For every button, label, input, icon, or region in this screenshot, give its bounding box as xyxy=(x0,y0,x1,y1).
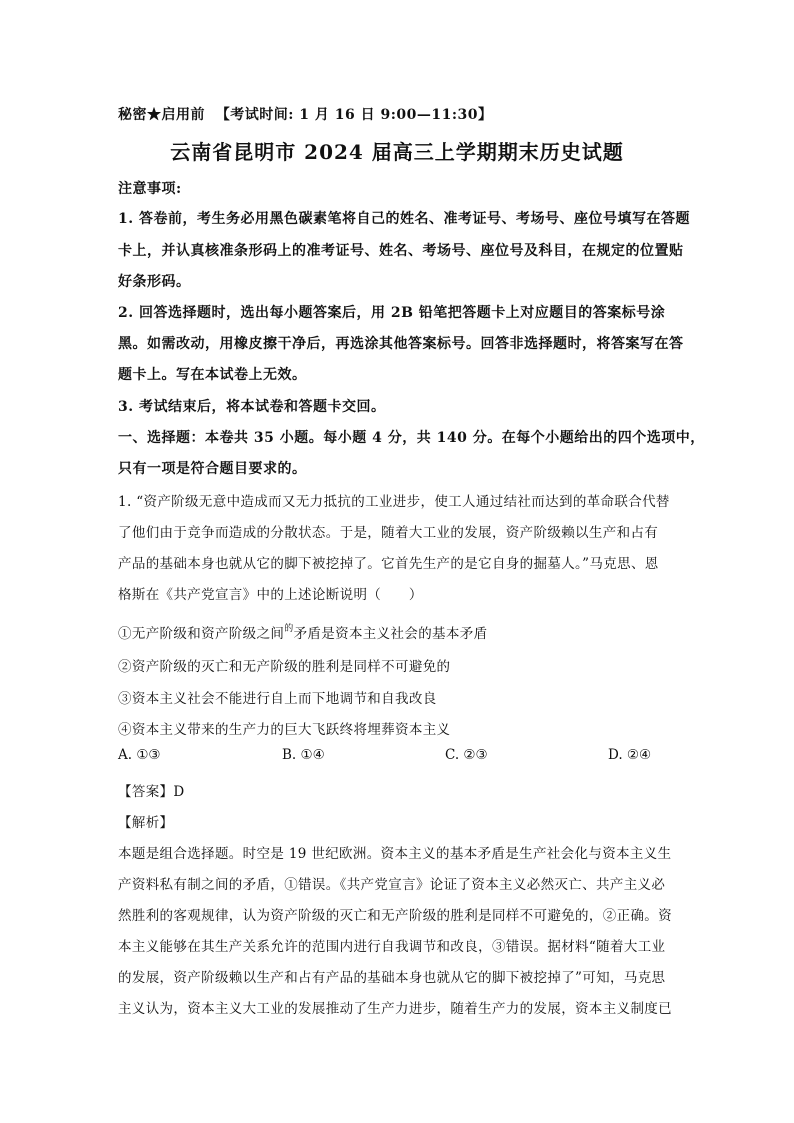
analysis-line: 产资料私有制之间的矛盾，①错误。《共产党宣言》论证了资本主义必然灭亡、共产主义必 xyxy=(118,877,666,893)
exam-time: 【考试时间: 1 月 16 日 9:00—11:30】 xyxy=(215,107,493,123)
confidential-label: 秘密★启用前 xyxy=(118,107,205,123)
option-a: A. ①③ xyxy=(118,747,161,763)
answer-options xyxy=(118,747,678,769)
statement-3: ③资本主义社会不能进行自上而下地调节和自我改良 xyxy=(118,691,437,707)
section-instruction: 只有一项是符合题目要求的。 xyxy=(118,461,307,477)
question-stem: 格斯在《共产党宣言》中的上述论断说明（ ） xyxy=(118,587,423,603)
question-stem: 了他们由于竞争而造成的分散状态。于是，随着大工业的发展，资产阶级赖以生产和占有 xyxy=(118,525,659,541)
statement-2: ②资产阶级的灭亡和无产阶级的胜利是同样不可避免的 xyxy=(118,659,451,675)
notice-line: 题卡上。写在本试卷上无效。 xyxy=(118,367,307,383)
notice-line: 黑。如需改动，用橡皮擦干净后，再选涂其他答案标号。回答非选择题时，将答案写在答 xyxy=(118,336,684,352)
option-d: D. ②④ xyxy=(608,747,652,763)
option-c: C. ②③ xyxy=(445,747,488,763)
section-instruction: 一、选择题：本卷共 35 小题。每小题 4 分，共 140 分。在每个小题给出的四个选项中， xyxy=(118,430,705,446)
analysis-line: 本主义能够在其生产关系允许的范围内进行自我调节和改良，③错误。据材料“随着大工业 xyxy=(118,939,666,955)
notice-heading: 注意事项: xyxy=(118,181,182,197)
analysis-line: 主义认为，资本主义大工业的发展推动了生产力进步，随着生产力的发展，资本主义制度已 xyxy=(118,1001,672,1017)
answer-label: 【答案】D xyxy=(118,784,185,800)
analysis-line: 本题是组合选择题。时空是 19 世纪欧洲。资本主义的基本矛盾是生产社会化与资本主义生 xyxy=(118,846,672,862)
analysis-line: 的发展，资产阶级赖以生产和占有产品的基础本身也就从它的脚下被挖掉了”可知，马克思 xyxy=(118,970,666,986)
exam-header xyxy=(118,104,493,124)
notice-line: 3. 考试结束后，将本试卷和答题卡交回。 xyxy=(118,399,386,415)
statement-4: ④资本主义带来的生产力的巨大飞跃终将埋葬资本主义 xyxy=(118,722,451,738)
analysis-line: 然胜利的客观规律，认为资产阶级的灭亡和无产阶级的胜利是同样不可避免的，②正确。资 xyxy=(118,908,672,924)
question-stem: 1. “资产阶级无意中造成而又无力抵抗的工业进步，使工人通过结社而达到的革命联合代替 xyxy=(118,494,670,510)
notice-line: 1. 答卷前，考生务必用黑色碳素笔将自己的姓名、准考证号、考场号、座位号填写在答题 xyxy=(118,211,690,227)
question-stem: 产品的基础本身也就从它的脚下被挖掉了。它首先生产的是它自身的掘墓人。”马克思、恩 xyxy=(118,556,659,572)
option-b: B. ①④ xyxy=(282,747,325,763)
notice-line: 2. 回答选择题时，选出每小题答案后，用 2B 铅笔把答题卡上对应题目的答案标号涂 xyxy=(118,305,666,321)
analysis-heading: 【解析】 xyxy=(118,815,174,831)
page-title: 云南省昆明市 2024 届高三上学期期末历史试题 xyxy=(170,140,624,164)
notice-line: 好条形码。 xyxy=(118,274,191,290)
notice-line: 卡上，并认真核准条形码上的准考证号、姓名、考场号、座位号及科目，在规定的位置贴 xyxy=(118,243,684,259)
statement-1: ①无产阶级和资产阶级之间$^的$矛盾是资本主义社会的基本矛盾 xyxy=(118,624,488,642)
